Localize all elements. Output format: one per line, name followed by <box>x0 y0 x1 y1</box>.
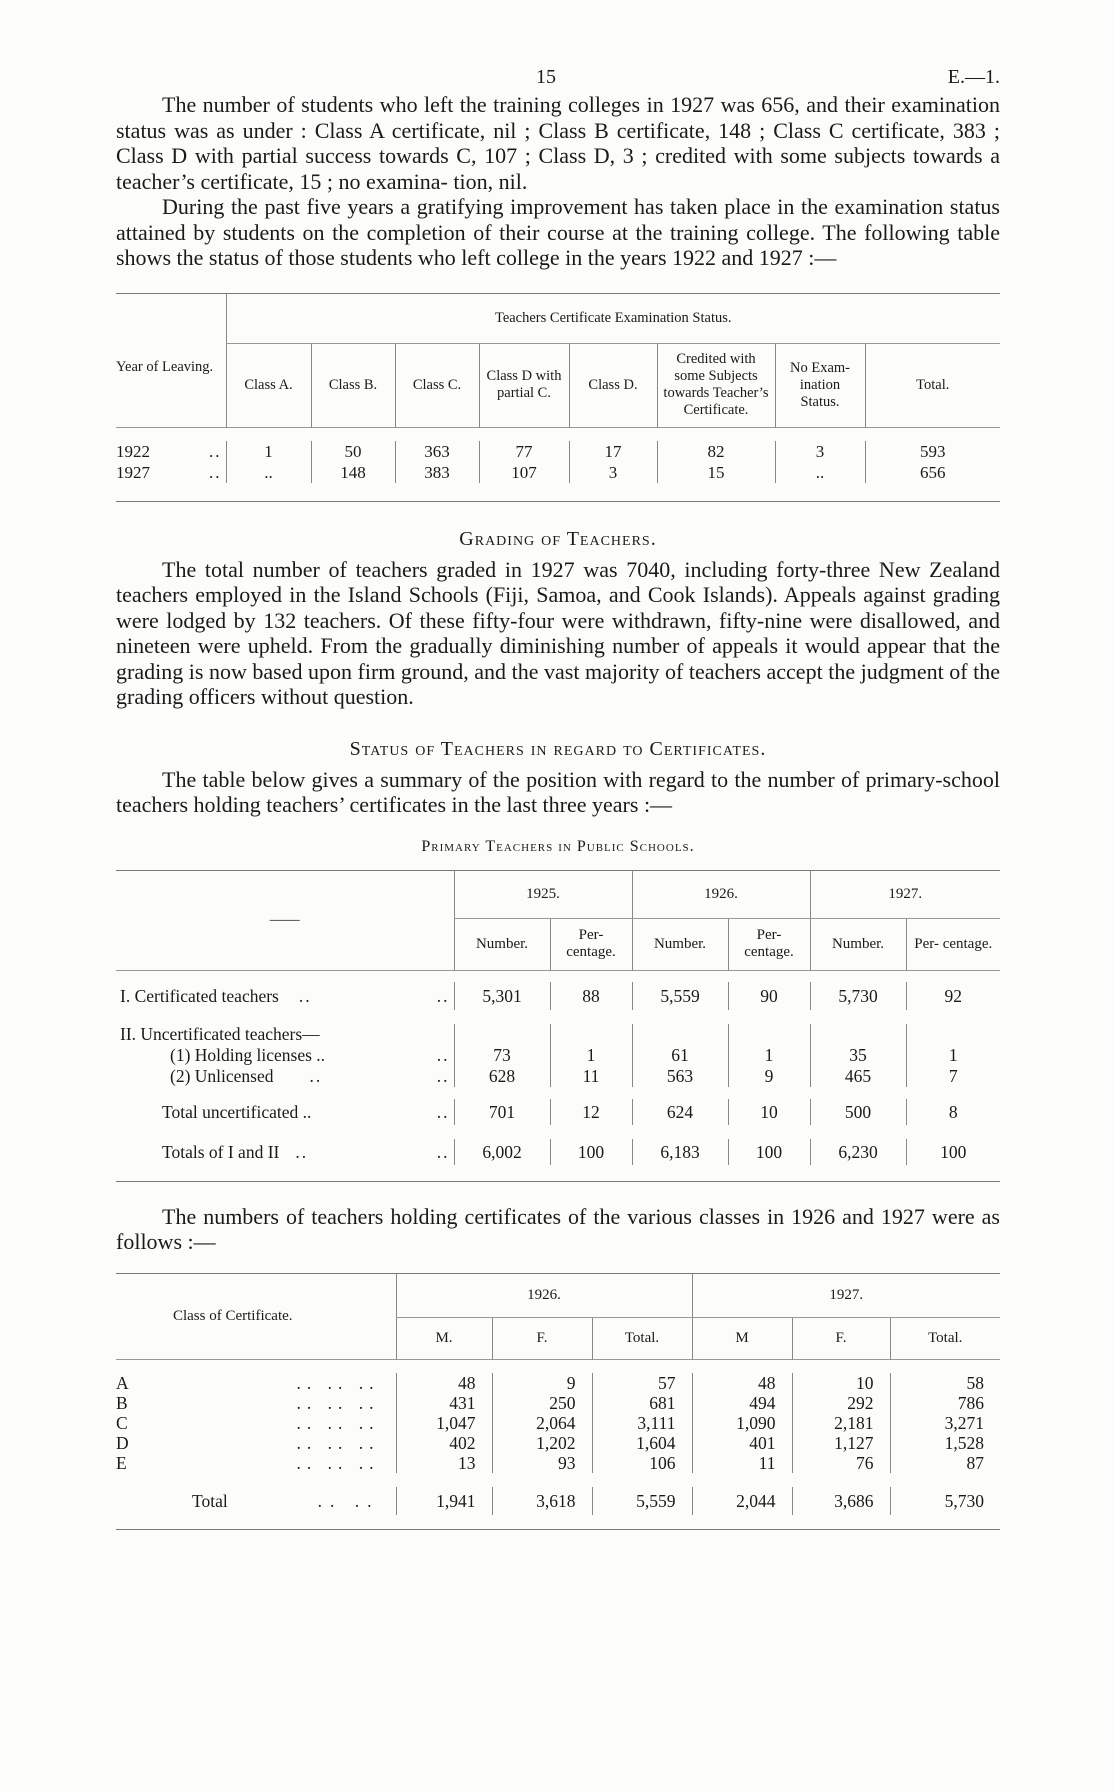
table-cell: 8 <box>906 1099 1000 1125</box>
leader-dots: .. <box>436 985 450 1006</box>
table-cell: 100 <box>550 1139 632 1165</box>
table-cell: 628 <box>454 1066 550 1087</box>
table-row <box>116 1453 1000 1473</box>
table-cell: 77 <box>479 441 569 462</box>
table-cell: 50 <box>311 441 395 462</box>
row-label: Total uncertificated .. <box>162 1101 312 1122</box>
table-cell: 93 <box>492 1453 592 1473</box>
column-header: Class C. <box>395 343 479 427</box>
leader-dots: .. <box>309 1066 323 1086</box>
table-row <box>116 1413 1000 1433</box>
sub-header: M. <box>396 1317 492 1359</box>
table-cell: 1 <box>550 1045 632 1066</box>
year-header: Year of Leaving. <box>116 359 214 375</box>
table-cell: 1,941 <box>396 1487 492 1515</box>
table-cell: 7 <box>906 1066 1000 1087</box>
table-cell: 5,559 <box>592 1487 692 1515</box>
column-header: Total. <box>865 343 1000 427</box>
table-cell: 1,528 <box>890 1433 1000 1453</box>
leader-dots: .. <box>436 1045 450 1065</box>
status-heading: Status of Teachers in regard to Certificates. <box>349 737 767 760</box>
table-cell: 250 <box>492 1393 592 1413</box>
table-row <box>116 982 1000 1010</box>
grading-heading: Grading of Teachers. <box>459 527 657 550</box>
table-cell: 57 <box>592 1373 692 1393</box>
table-cell: 3 <box>569 462 657 483</box>
table-cell: 431 <box>396 1393 492 1413</box>
table-cell: 82 <box>657 441 775 462</box>
certificate-classes-table <box>116 1273 1000 1530</box>
table-cell: 6,183 <box>632 1139 728 1165</box>
table-cell: 593 <box>865 441 1000 462</box>
class-header: Class of Certificate. <box>172 1307 293 1324</box>
percentage-header: Per- centage. <box>550 918 632 970</box>
year-header: 1926. <box>632 870 810 918</box>
table-cell: 3 <box>775 441 865 462</box>
table-row <box>116 1066 1000 1087</box>
leader-dots: .. .. .. <box>296 1433 380 1453</box>
table-cell: 2,181 <box>792 1413 890 1433</box>
row-class: C <box>116 1413 128 1433</box>
table-cell: 5,730 <box>890 1487 1000 1515</box>
table-cell: 9 <box>492 1373 592 1393</box>
table-cell: 9 <box>728 1066 810 1087</box>
primary-teachers-heading: Primary Teachers in Public Schools. <box>421 837 695 855</box>
column-header: Class A. <box>226 343 311 427</box>
sub-header: M <box>692 1317 792 1359</box>
table-cell: 500 <box>810 1099 906 1125</box>
table-cell: 11 <box>692 1453 792 1473</box>
document-page <box>116 58 1000 1530</box>
table-cell: 1 <box>226 441 311 462</box>
table-cell: 1,047 <box>396 1413 492 1433</box>
table-cell: 12 <box>550 1099 632 1125</box>
sub-header: F. <box>492 1317 592 1359</box>
year-header: 1926. <box>396 1273 692 1317</box>
paragraph-certificate-classes: The numbers of teachers holding certificates of the various classes in 1926 and 1927 were as follows :— <box>116 1203 1000 1254</box>
table-cell: 148 <box>311 462 395 483</box>
leader-dots: .. .. .. <box>296 1373 380 1393</box>
table-row <box>116 1139 1000 1165</box>
table-cell: 563 <box>632 1066 728 1087</box>
row-class: E <box>116 1453 127 1473</box>
paragraph-students-left: The number of students who left the training colleges in 1927 was 656, and their examination status was as under : Class A certificate, nil ; Class B certificate, 148 ; Class C certificate, 383 ; Class D with partial success towards C, 107 ; Class D, 3 ; credited with some subjects towards a teacher’s certificate, 15 ; no examina- tion, nil. <box>116 92 1000 194</box>
column-header: Credited with some Subjects towards Teacher’s Certificate. <box>657 343 775 427</box>
table-cell: 48 <box>396 1373 492 1393</box>
leader-dots: .. <box>436 1066 450 1086</box>
table-cell: 786 <box>890 1393 1000 1413</box>
table-row <box>116 1045 1000 1066</box>
year-header: 1925. <box>454 870 632 918</box>
table-cell: 1 <box>906 1045 1000 1066</box>
table-row <box>116 1024 1000 1045</box>
table-cell: 494 <box>692 1393 792 1413</box>
number-header: Number. <box>454 918 550 970</box>
primary-teachers-table <box>116 870 1000 1182</box>
document-reference: E.—1. <box>947 66 1000 88</box>
table-cell: 363 <box>395 441 479 462</box>
table-cell: 15 <box>657 462 775 483</box>
row-label: (1) Holding licenses .. <box>170 1045 326 1065</box>
page-header <box>116 58 1000 92</box>
table-cell: 681 <box>592 1393 692 1413</box>
table-cell: 383 <box>395 462 479 483</box>
table-cell: 3,686 <box>792 1487 890 1515</box>
leader-dots: .. <box>209 442 222 461</box>
row-year: 1927 <box>116 463 150 482</box>
table-group-header: Teachers Certificate Examination Status. <box>226 293 1000 343</box>
year-header: 1927. <box>692 1273 1000 1317</box>
table-cell: 1,090 <box>692 1413 792 1433</box>
table-cell: 701 <box>454 1099 550 1125</box>
table-row <box>116 1433 1000 1453</box>
total-label: Total <box>192 1491 228 1511</box>
table-cell: 401 <box>692 1433 792 1453</box>
table-cell: 76 <box>792 1453 890 1473</box>
table-cell: 1,202 <box>492 1433 592 1453</box>
percentage-header: Per- centage. <box>728 918 810 970</box>
table-cell: 92 <box>906 982 1000 1010</box>
table-cell: .. <box>226 462 311 483</box>
percentage-header: Per- centage. <box>906 918 1000 970</box>
sub-header: Total. <box>890 1317 1000 1359</box>
table-row <box>116 441 1000 462</box>
table-cell: 1 <box>728 1045 810 1066</box>
table-cell: 402 <box>396 1433 492 1453</box>
row-class: A <box>116 1373 129 1393</box>
leader-dots: .. <box>436 1101 450 1122</box>
leader-dots: .. <box>295 1141 309 1162</box>
table-cell: 6,002 <box>454 1139 550 1165</box>
column-header: Class D. <box>569 343 657 427</box>
table-cell: 5,730 <box>810 982 906 1010</box>
leader-dots: .. .. <box>317 1491 380 1511</box>
leader-dots: .. <box>209 463 222 482</box>
table-cell: 3,111 <box>592 1413 692 1433</box>
number-header: Number. <box>810 918 906 970</box>
paragraph-improvement: During the past five years a gratifying improvement has taken place in the examination status attained by students on the completion of their course at the training college. The following table shows the status of those students who left college in the years 1922 and 1927 :— <box>116 194 1000 270</box>
row-label: Totals of I and II <box>162 1141 280 1162</box>
row-year: 1922 <box>116 442 150 461</box>
table-cell: 624 <box>632 1099 728 1125</box>
column-header: No Exam- ination Status. <box>775 343 865 427</box>
table-cell: 10 <box>728 1099 810 1125</box>
table-cell: 58 <box>890 1373 1000 1393</box>
table-row <box>116 1487 1000 1515</box>
table-cell: 35 <box>810 1045 906 1066</box>
leader-dots: .. .. .. <box>296 1413 380 1433</box>
row-class: D <box>116 1433 129 1453</box>
row-label: (2) Unlicensed <box>170 1066 274 1086</box>
row-label: I. Certificated teachers <box>120 985 279 1006</box>
paragraph-grading: The total number of teachers graded in 1927 was 7040, including forty-three New Zealand teachers employed in the Island Schools (Fiji, Samoa, and Cook Islands). Appeals against grading were lodged by 132 teachers. Of these fifty-four were withdrawn, fifty-nine were disallowed, and nineteen were upheld. From the gradually diminishing number of appeals it would appear that the grading is now based upon firm ground, and the vast majority of teachers accept the judgment of the grading officers without question. <box>116 556 1000 709</box>
sub-header: F. <box>792 1317 890 1359</box>
leader-dots: .. .. .. <box>296 1453 380 1473</box>
table-row <box>116 1373 1000 1393</box>
table-cell: 1,127 <box>792 1433 890 1453</box>
year-header: 1927. <box>810 870 1000 918</box>
number-header: Number. <box>632 918 728 970</box>
table-row <box>116 1099 1000 1125</box>
leader-dots: .. <box>436 1141 450 1162</box>
table-cell: 5,559 <box>632 982 728 1010</box>
table-cell: 6,230 <box>810 1139 906 1165</box>
table-cell: 656 <box>865 462 1000 483</box>
table-row <box>116 462 1000 483</box>
table-cell: 292 <box>792 1393 890 1413</box>
table-cell: 13 <box>396 1453 492 1473</box>
table-cell: 3,618 <box>492 1487 592 1515</box>
table-cell: 107 <box>479 462 569 483</box>
examination-status-table <box>116 293 1000 502</box>
table-cell: 2,044 <box>692 1487 792 1515</box>
paragraph-status: The table below gives a summary of the position with regard to the number of primary-school teachers holding teachers’ certificates in the last three years :— <box>116 766 1000 817</box>
table-cell: .. <box>775 462 865 483</box>
table-cell: 87 <box>890 1453 1000 1473</box>
table-cell: 11 <box>550 1066 632 1087</box>
table-cell: 100 <box>906 1139 1000 1165</box>
leader-dots: .. <box>298 985 312 1006</box>
table-cell: 1,604 <box>592 1433 692 1453</box>
column-header: Class D with partial C. <box>479 343 569 427</box>
row-label: II. Uncertificated teachers— <box>120 1024 320 1044</box>
corner-dash: —— <box>269 911 300 928</box>
table-cell: 106 <box>592 1453 692 1473</box>
table-cell: 61 <box>632 1045 728 1066</box>
table-cell: 2,064 <box>492 1413 592 1433</box>
table-cell: 100 <box>728 1139 810 1165</box>
table-cell: 88 <box>550 982 632 1010</box>
table-cell: 90 <box>728 982 810 1010</box>
table-cell: 73 <box>454 1045 550 1066</box>
column-header: Class B. <box>311 343 395 427</box>
row-class: B <box>116 1393 128 1413</box>
table-cell: 5,301 <box>454 982 550 1010</box>
table-cell: 10 <box>792 1373 890 1393</box>
page-number: 15 <box>536 66 556 88</box>
sub-header: Total. <box>592 1317 692 1359</box>
table-cell: 465 <box>810 1066 906 1087</box>
table-cell: 3,271 <box>890 1413 1000 1433</box>
leader-dots: .. .. .. <box>296 1393 380 1413</box>
table-cell: 17 <box>569 441 657 462</box>
table-row <box>116 1393 1000 1413</box>
table-cell: 48 <box>692 1373 792 1393</box>
